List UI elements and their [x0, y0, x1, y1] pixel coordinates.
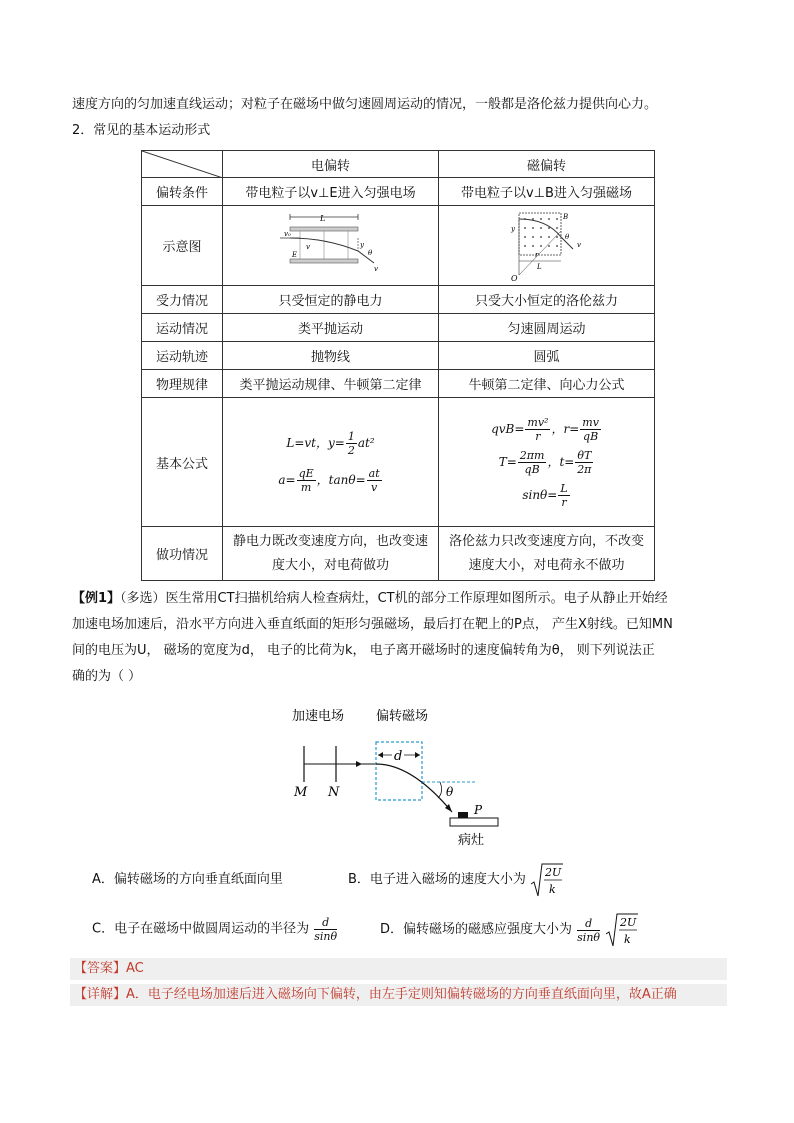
- section-title: 2．常见的基本运动形式: [72, 123, 211, 138]
- intro-text: 速度方向的匀加速直线运动；对粒子在磁场中做匀速圆周运动的情况，一般都是洛伦兹力提供向心力。: [72, 97, 658, 112]
- magnetic-deflection-diagram: [497, 209, 597, 283]
- fraction-d-over-sin: $\frac{d}{\sin\theta}$: [314, 916, 338, 943]
- formula-b1: qvB= $\frac{\text{mv²}}{r}$ ，r= $\frac{mv}{qB}$: [491, 415, 599, 443]
- svg-text:k: k: [624, 933, 631, 946]
- lesion-label: 病灶: [458, 833, 485, 848]
- example-line-1: 【例1】（多选）医生常用CT扫描机给病人检查病灶，CT机的部分工作原理如图所示。电子从静止开始经: [72, 591, 668, 606]
- label-N: N: [328, 785, 340, 800]
- label-d: d: [394, 749, 403, 764]
- cell-electric: 静电力既改变速度方向，也改变速度大小，对电荷做功: [223, 527, 439, 581]
- cell-magnetic: 只受大小恒定的洛伦兹力: [439, 286, 655, 314]
- label-r: r: [534, 250, 538, 259]
- label-L: L: [536, 262, 542, 271]
- label-theta: θ: [564, 232, 569, 241]
- table-row: [142, 286, 655, 314]
- cell-magnetic: 洛伦兹力只改变速度方向，不改变速度大小，对电荷永不做功: [439, 527, 655, 581]
- deflect-field-label: 偏转磁场: [376, 709, 429, 724]
- label-L: L: [319, 213, 325, 223]
- electric-deflection-diagram: [276, 211, 386, 281]
- header-magnetic: 磁偏转: [439, 151, 655, 178]
- sqrt-2u-over-k: [605, 912, 639, 948]
- label-M: M: [294, 785, 308, 800]
- row-label: 运动轨迹: [142, 342, 223, 370]
- cell-electric: 类平抛运动: [223, 314, 439, 342]
- table-row: [142, 527, 655, 581]
- label-v: v: [576, 240, 581, 249]
- answer-bar: 【答案】AC: [70, 958, 727, 980]
- cell-electric: 类平抛运动规律、牛顿第二定律: [223, 370, 439, 398]
- cell-magnetic-diagram: [439, 206, 655, 286]
- label-v0: v₀: [283, 229, 291, 238]
- label-O: O: [510, 273, 518, 283]
- row-label: 示意图: [142, 206, 223, 286]
- svg-text:2U: 2U: [545, 866, 562, 879]
- table-row: [142, 398, 655, 527]
- option-a: A．偏转磁场的方向垂直纸面向里: [92, 872, 283, 887]
- diagonal-line: [142, 151, 223, 178]
- cell-magnetic: 牛顿第二定律、向心力公式: [439, 370, 655, 398]
- formula-e2: a= $\frac{qE}{m}$ ，tanθ= $\frac{at}{v}$: [278, 467, 380, 494]
- label-B: B: [562, 212, 568, 221]
- row-label: 做功情况: [142, 527, 223, 581]
- formula-b3: sinθ= $\frac{L}{r}$: [522, 481, 568, 509]
- label-vprime: v: [373, 264, 378, 273]
- table-row: [142, 206, 655, 286]
- cell-electric: 只受恒定的静电力: [223, 286, 439, 314]
- label-y: y: [510, 224, 515, 233]
- row-label: 物理规律: [142, 370, 223, 398]
- ct-figure: [280, 700, 510, 850]
- option-b: B．电子进入磁场的速度大小为 2U k: [348, 862, 564, 898]
- table-row: [142, 314, 655, 342]
- cell-electric: 抛物线: [223, 342, 439, 370]
- sqrt-2u-over-k: [530, 862, 564, 898]
- detail-bar: 【详解】A．电子经电场加速后进入磁场向下偏转，由左手定则知偏转磁场的方向垂直纸面向里，故A正确: [70, 984, 727, 1006]
- example-line-2: 加速电场加速后，沿水平方向进入垂直纸面的矩形匀强磁场，最后打在靶上的P点， 产生X射线。已知MN: [72, 617, 673, 632]
- example-line-4: 确的为（ ）: [72, 669, 142, 684]
- table-header-row: [142, 151, 655, 178]
- option-d: D．偏转磁场的磁感应强度大小为 $\frac{d}{\sin\theta}$ 2U k: [380, 912, 639, 948]
- svg-text:2U: 2U: [620, 916, 637, 929]
- example-line-3: 间的电压为U， 磁场的宽度为d， 电子的比荷为k， 电子离开磁场时的速度偏转角为θ， 则下列说法正: [72, 643, 655, 658]
- cell-electric-formulas: [223, 398, 439, 527]
- label-E: E: [291, 250, 297, 259]
- cell-electric: 带电粒子以v⊥E进入匀强电场: [223, 178, 439, 206]
- svg-text:k: k: [549, 883, 556, 896]
- label-theta: θ: [446, 785, 454, 799]
- row-label: 受力情况: [142, 286, 223, 314]
- row-label: 运动情况: [142, 314, 223, 342]
- example-tag: 【例1】: [72, 591, 121, 606]
- cell-electric-diagram: [223, 206, 439, 286]
- cell-magnetic: 带电粒子以v⊥B进入匀强磁场: [439, 178, 655, 206]
- cell-magnetic: 匀速圆周运动: [439, 314, 655, 342]
- accel-field-label: 加速电场: [292, 709, 345, 724]
- label-y: y: [359, 240, 364, 249]
- label-theta: θ: [367, 248, 372, 257]
- comparison-table: [141, 150, 655, 581]
- cell-magnetic-formulas: [439, 398, 655, 527]
- table-row: [142, 178, 655, 206]
- option-c: C．电子在磁场中做圆周运动的半径为 $\frac{d}{\sin\theta}$: [92, 916, 338, 943]
- header-electric: 电偏转: [223, 151, 439, 178]
- formula-e1: L=vt，y= $\frac{1}{2}$ at²: [286, 430, 375, 457]
- label-v: v: [305, 242, 310, 251]
- row-label: 基本公式: [142, 398, 223, 527]
- fraction-d-over-sin: $\frac{d}{\sin\theta}$: [577, 916, 601, 944]
- table-row: [142, 342, 655, 370]
- label-P: P: [474, 803, 483, 817]
- row-label: 偏转条件: [142, 178, 223, 206]
- formula-b2: T= $\frac{2\pi m}{qB}$ ，t= $\frac{\theta T}{2\pi}$: [498, 448, 592, 476]
- cell-magnetic: 圆弧: [439, 342, 655, 370]
- table-corner-cell: [142, 151, 223, 178]
- table-row: [142, 370, 655, 398]
